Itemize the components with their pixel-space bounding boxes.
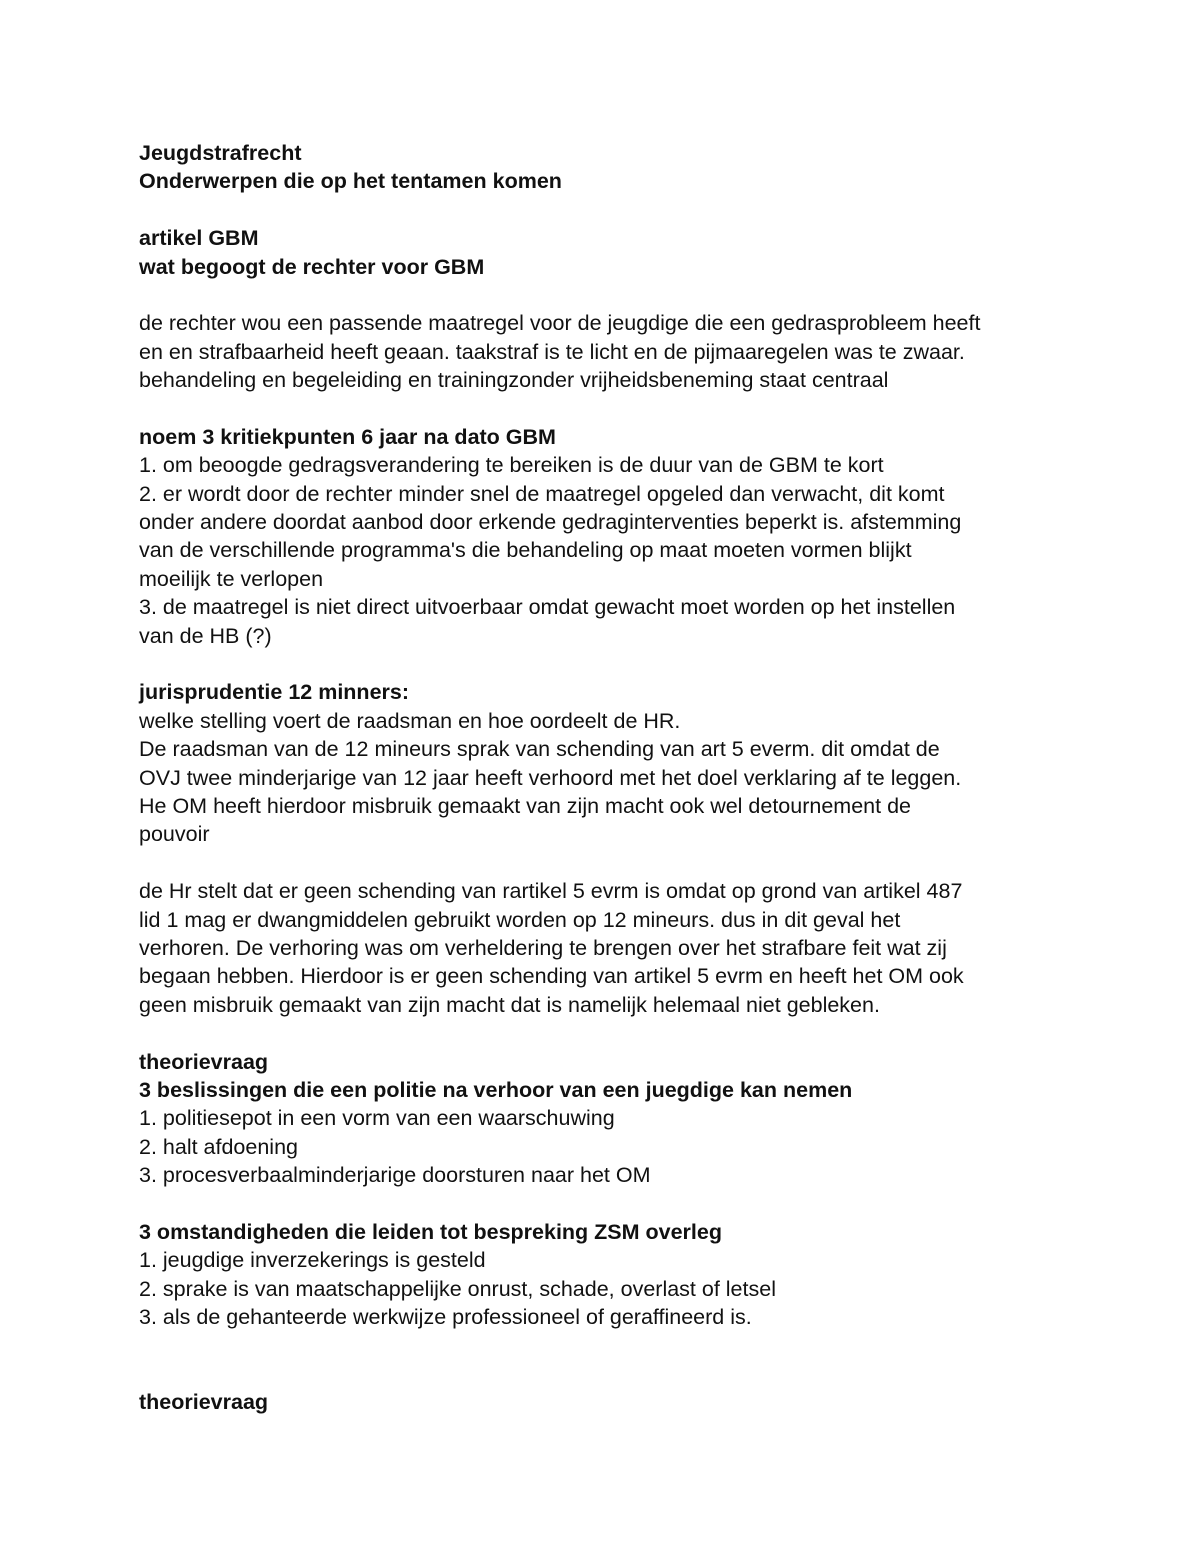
text-line: 3. de maatregel is niet direct uitvoerbaar omdat gewacht moet worden op het instellen [139,595,956,620]
section-heading-theorievraag-2: theorievraag [139,1390,269,1415]
text-line: behandeling en begeleiding en trainingzonder vrijheidsbeneming staat centraal [139,368,889,393]
list-item: 2. sprake is van maatschappelijke onrust, schade, overlast of letsel [139,1276,776,1301]
text-line: de rechter wou een passende maatregel voor de jeugdige die een gedrasprobleem heeft [139,311,981,336]
text-line: onder andere doordat aanbod door erkende gedraginterventies beperkt is. afstemming [139,510,962,535]
text-line: He OM heeft hierdoor misbruik gemaakt van zijn macht ook wel detournement de [139,793,911,818]
section-heading-gbm: artikel GBM [139,226,259,251]
text-line: verhoren. De verhoring was om verheldering te brengen over het strafbare feit wat zij [139,935,947,960]
text-line: van de verschillende programma's die behandeling op maat moeten vormen blijkt [139,538,912,563]
list-item: 3. procesverbaalminderjarige doorsturen naar het OM [139,1163,651,1188]
section-heading-theorievraag: theorievraag [139,1049,269,1074]
text-line: van de HB (?) [139,623,272,648]
list-item: 2. halt afdoening [139,1134,298,1159]
text-line: de Hr stelt dat er geen schending van rartikel 5 evrm is omdat op grond van artikel 487 [139,879,963,904]
section-heading-kritiekpunten: noem 3 kritiekpunten 6 jaar na dato GBM [139,424,556,449]
text-line: pouvoir [139,822,210,847]
document-subtitle: Onderwerpen die op het tentamen komen [139,169,562,194]
text-line: De raadsman van de 12 mineurs sprak van schending van art 5 everm. dit omdat de [139,737,940,762]
document-content [139,139,1069,1417]
text-line: en en strafbaarheid heeft geaan. taakstraf is te licht en de pijmaaregelen was te zwaar. [139,339,965,364]
list-item: 3. als de gehanteerde werkwijze professioneel of geraffineerd is. [139,1305,752,1330]
text-line: lid 1 mag er dwangmiddelen gebruikt worden op 12 mineurs. dus in dit geval het [139,907,901,932]
text-line: 1. om beoogde gedragsverandering te bereiken is de duur van de GBM te kort [139,453,884,478]
list-item: 1. jeugdige inverzekerings is gesteld [139,1248,486,1273]
question-beslissingen: 3 beslissingen die een politie na verhoor van een juegdige kan nemen [139,1077,853,1102]
text-line: 2. er wordt door de rechter minder snel de maatregel opgeled dan verwacht, dit komt [139,481,945,506]
text-line: geen misbruik gemaakt van zijn macht dat is namelijk helemaal niet gebleken. [139,992,880,1017]
text-line: begaan hebben. Hierdoor is er geen schending van artikel 5 evrm en heeft het OM ook [139,964,964,989]
section-heading-jurisprudentie: jurisprudentie 12 minners: [139,680,410,705]
text-line: OVJ twee minderjarige van 12 jaar heeft verhoord met het doel verklaring af te leggen. [139,765,962,790]
list-item: 1. politiesepot in een vorm van een waarschuwing [139,1106,615,1131]
text-line: moeilijk te verlopen [139,566,324,591]
question-gbm: wat begoogt de rechter voor GBM [139,254,485,279]
document-title: Jeugdstrafrecht [139,141,302,165]
section-heading-zsm: 3 omstandigheden die leiden tot bespreking ZSM overleg [139,1219,722,1244]
text-line: welke stelling voert de raadsman en hoe oordeelt de HR. [139,708,681,733]
